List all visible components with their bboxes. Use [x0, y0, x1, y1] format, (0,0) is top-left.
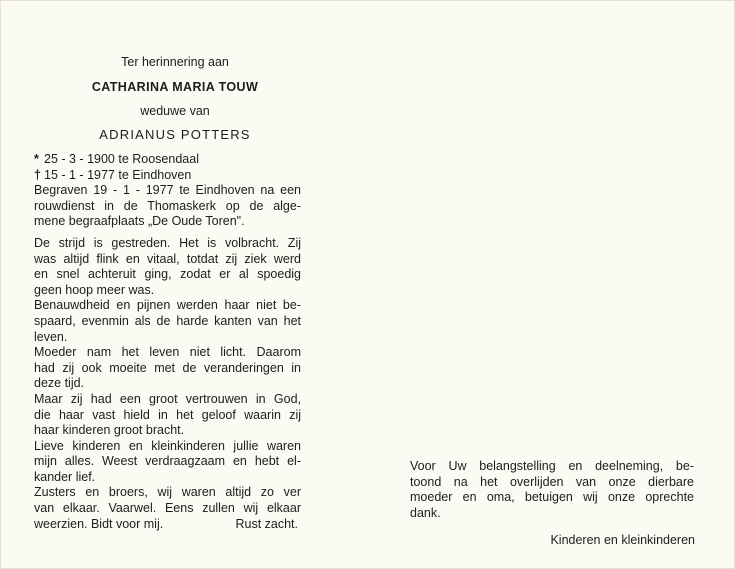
burial-line: Begraven 19 - 1 - 1977 te Eindhoven na een [34, 183, 301, 198]
birth-symbol: * [34, 152, 39, 166]
poem-line: De strijd is gestreden. Het is volbracht. Zij [34, 235, 301, 250]
closing-line [34, 517, 298, 533]
poem-line: mijn alles. Weest verdraagzaam en hebt el- [34, 454, 301, 469]
poem-line: leven. [34, 329, 68, 344]
rest-in-peace: Rust zacht. [235, 516, 298, 531]
death-date: 15 - 1 - 1977 te Eindhoven [44, 167, 192, 182]
poem-line: van elkaar. Vaarwel. Eens zullen wij elkaar [34, 501, 301, 516]
birth-line [34, 152, 301, 168]
thanks-line: Voor Uw belangstelling en deelneming, be- [410, 459, 694, 473]
death-line [34, 168, 301, 184]
poem-line: haar kinderen groot bracht. [34, 423, 185, 438]
burial-line: mene begraafplaats „De Oude Toren". [34, 214, 245, 229]
memorial-text [34, 152, 301, 532]
birth-date: 25 - 3 - 1900 te Roosendaal [44, 152, 199, 166]
signature: Kinderen en kleinkinderen [550, 533, 695, 547]
closing-farewell: weerzien. Bidt voor mij. [34, 516, 164, 531]
poem-line: deze tijd. [34, 376, 85, 391]
poem-line: die haar vast hield in het geloof waarin zij [34, 407, 301, 422]
thank-you-note [410, 459, 694, 521]
intro-text: Ter herinnering aan [121, 55, 229, 69]
poem-line: Benauwdheid en pijnen werden haar niet be- [34, 298, 301, 313]
poem-line: Zusters en broers, wij waren altijd zo ver [34, 485, 301, 500]
thanks-line: dank. [410, 505, 441, 520]
poem-line: Lieve kinderen en kleinkinderen jullie waren [34, 438, 301, 453]
poem-line: Moeder nam het leven niet licht. Daarom [34, 345, 301, 360]
thanks-line: moeder en oma, betuigen wij onze oprechte [410, 490, 694, 505]
relation-text: weduwe van [140, 104, 210, 118]
burial-line: rouwdienst in de Thomaskerk op de alge- [34, 198, 301, 213]
poem-line: spaard, evenmin als de harde kanten van het [34, 313, 301, 328]
poem-line: had zij ook moeite met de veranderingen in [34, 360, 301, 375]
deceased-name: CATHARINA MARIA TOUW [91, 80, 259, 94]
poem-line: kander lief. [34, 469, 96, 484]
thanks-line: toond na het overlijden van onze dierbare [410, 474, 694, 489]
poem-line: Maar zij had een groot vertrouwen in God, [34, 391, 301, 406]
poem-line: geen hoop meer was. [34, 282, 155, 297]
poem-line: en snel achteruit ging, zodat er al spoedig [34, 267, 301, 282]
spouse-name: ADRIANUS POTTERS [99, 127, 251, 142]
death-symbol: † [34, 167, 41, 182]
poem-line: was altijd flink en vitaal, totdat zij ziek werd [34, 251, 301, 266]
